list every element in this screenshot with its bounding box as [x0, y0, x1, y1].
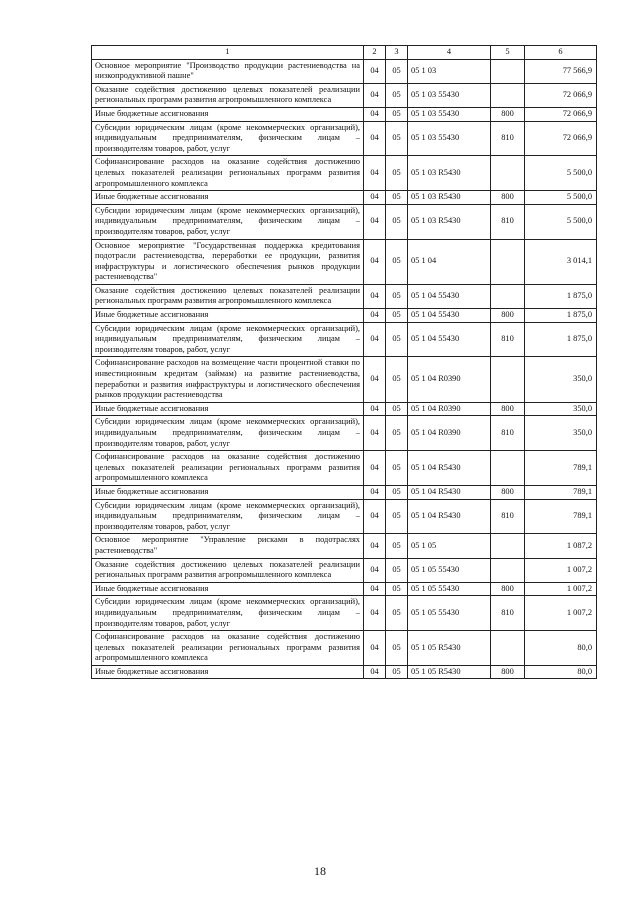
cell-amount: 77 566,9	[525, 59, 597, 83]
table-row	[92, 121, 597, 156]
cell-name: Оказание содействия достижению целевых показателей реализации региональных программ развития агропромышленного комплекса	[92, 83, 364, 107]
cell-expense-type	[491, 357, 525, 402]
cell-expense-type	[491, 631, 525, 666]
cell-name: Основное мероприятие "Управление рисками в подотраслях растениеводства"	[92, 534, 364, 558]
cell-section: 04	[364, 402, 386, 416]
cell-name: Основное мероприятие "Государственная поддержка кредитования подотрасли растениеводства, переработки ее продукции, развития инфраструктуры и логистического обеспечения рынков продукции растениеводства"	[92, 239, 364, 284]
cell-expense-type: 800	[491, 485, 525, 499]
cell-name: Субсидии юридическим лицам (кроме некоммерческих организаций), индивидуальным предпринимателям, физическим лицам – производителям товаров, работ, услуг	[92, 204, 364, 239]
cell-amount: 72 066,9	[525, 107, 597, 121]
column-header: 3	[386, 46, 408, 60]
cell-amount: 350,0	[525, 402, 597, 416]
cell-amount: 1 087,2	[525, 534, 597, 558]
table-row	[92, 107, 597, 121]
cell-amount: 1 007,2	[525, 596, 597, 631]
cell-name: Софинансирование расходов на оказание содействия достижению целевых показателей реализации региональных программ развития агропромышленного комплекса	[92, 156, 364, 191]
table-row	[92, 83, 597, 107]
column-header: 2	[364, 46, 386, 60]
cell-section: 04	[364, 59, 386, 83]
cell-amount: 1 007,2	[525, 558, 597, 582]
cell-name: Иные бюджетные ассигнования	[92, 582, 364, 596]
cell-name: Иные бюджетные ассигнования	[92, 665, 364, 679]
cell-amount: 72 066,9	[525, 83, 597, 107]
cell-target-code: 05 1 03	[408, 59, 491, 83]
cell-subsection: 05	[386, 59, 408, 83]
cell-subsection: 05	[386, 121, 408, 156]
column-header: 4	[408, 46, 491, 60]
cell-expense-type: 810	[491, 499, 525, 534]
cell-section: 04	[364, 596, 386, 631]
cell-expense-type: 800	[491, 309, 525, 323]
cell-target-code: 05 1 03 R5430	[408, 191, 491, 205]
cell-section: 04	[364, 322, 386, 357]
cell-subsection: 05	[386, 107, 408, 121]
table-row	[92, 451, 597, 486]
cell-target-code: 05 1 05	[408, 534, 491, 558]
cell-target-code: 05 1 05 R5430	[408, 631, 491, 666]
cell-amount: 350,0	[525, 357, 597, 402]
cell-amount: 80,0	[525, 631, 597, 666]
cell-name: Иные бюджетные ассигнования	[92, 107, 364, 121]
table-row	[92, 191, 597, 205]
cell-section: 04	[364, 156, 386, 191]
cell-name: Иные бюджетные ассигнования	[92, 485, 364, 499]
cell-expense-type: 810	[491, 121, 525, 156]
cell-subsection: 05	[386, 284, 408, 308]
cell-subsection: 05	[386, 204, 408, 239]
table-row	[92, 239, 597, 284]
cell-expense-type: 800	[491, 402, 525, 416]
cell-name: Софинансирование расходов на оказание содействия достижению целевых показателей реализации региональных программ развития агропромышленного комплекса	[92, 451, 364, 486]
table-row	[92, 322, 597, 357]
cell-subsection: 05	[386, 665, 408, 679]
table-row	[92, 582, 597, 596]
cell-expense-type	[491, 534, 525, 558]
cell-name: Субсидии юридическим лицам (кроме некоммерческих организаций), индивидуальным предпринимателям, физическим лицам – производителям товаров, работ, услуг	[92, 596, 364, 631]
cell-name: Основное мероприятие "Производство продукции растениеводства на низкопродуктивной пашне"	[92, 59, 364, 83]
cell-subsection: 05	[386, 239, 408, 284]
cell-subsection: 05	[386, 451, 408, 486]
table-row	[92, 402, 597, 416]
cell-name: Субсидии юридическим лицам (кроме некоммерческих организаций), индивидуальным предпринимателям, физическим лицам – производителям товаров, работ, услуг	[92, 499, 364, 534]
cell-target-code: 05 1 04 R0390	[408, 357, 491, 402]
cell-target-code: 05 1 04 R5430	[408, 485, 491, 499]
table-header-row	[92, 46, 597, 60]
cell-name: Иные бюджетные ассигнования	[92, 309, 364, 323]
cell-name: Субсидии юридическим лицам (кроме некоммерческих организаций), индивидуальным предпринимателям, физическим лицам – производителям товаров, работ, услуг	[92, 121, 364, 156]
column-header: 6	[525, 46, 597, 60]
cell-target-code: 05 1 03 55430	[408, 107, 491, 121]
table-row	[92, 534, 597, 558]
cell-amount: 1 875,0	[525, 284, 597, 308]
cell-amount: 789,1	[525, 485, 597, 499]
cell-expense-type: 810	[491, 596, 525, 631]
column-header: 1	[92, 46, 364, 60]
cell-name: Субсидии юридическим лицам (кроме некоммерческих организаций), индивидуальным предпринимателям, физическим лицам – производителям товаров, работ, услуг	[92, 416, 364, 451]
table-row	[92, 357, 597, 402]
cell-section: 04	[364, 485, 386, 499]
cell-amount: 350,0	[525, 416, 597, 451]
cell-target-code: 05 1 03 55430	[408, 121, 491, 156]
cell-amount: 72 066,9	[525, 121, 597, 156]
cell-expense-type: 810	[491, 322, 525, 357]
cell-section: 04	[364, 558, 386, 582]
cell-subsection: 05	[386, 191, 408, 205]
cell-name: Оказание содействия достижению целевых показателей реализации региональных программ развития агропромышленного комплекса	[92, 558, 364, 582]
cell-subsection: 05	[386, 485, 408, 499]
cell-subsection: 05	[386, 322, 408, 357]
cell-target-code: 05 1 04 R5430	[408, 499, 491, 534]
cell-subsection: 05	[386, 156, 408, 191]
cell-amount: 789,1	[525, 451, 597, 486]
cell-amount: 80,0	[525, 665, 597, 679]
cell-amount: 789,1	[525, 499, 597, 534]
cell-amount: 5 500,0	[525, 156, 597, 191]
table-row	[92, 156, 597, 191]
cell-section: 04	[364, 451, 386, 486]
cell-expense-type: 800	[491, 665, 525, 679]
cell-expense-type	[491, 156, 525, 191]
cell-section: 04	[364, 582, 386, 596]
cell-target-code: 05 1 05 R5430	[408, 665, 491, 679]
budget-table	[91, 45, 597, 679]
cell-target-code: 05 1 05 55430	[408, 596, 491, 631]
table-row	[92, 309, 597, 323]
cell-expense-type: 800	[491, 191, 525, 205]
cell-subsection: 05	[386, 83, 408, 107]
cell-target-code: 05 1 04 55430	[408, 284, 491, 308]
cell-subsection: 05	[386, 357, 408, 402]
cell-section: 04	[364, 121, 386, 156]
cell-expense-type	[491, 239, 525, 284]
cell-expense-type	[491, 59, 525, 83]
cell-section: 04	[364, 534, 386, 558]
cell-name: Субсидии юридическим лицам (кроме некоммерческих организаций), индивидуальным предпринимателям, физическим лицам – производителям товаров, работ, услуг	[92, 322, 364, 357]
cell-expense-type	[491, 558, 525, 582]
cell-section: 04	[364, 204, 386, 239]
cell-section: 04	[364, 309, 386, 323]
cell-subsection: 05	[386, 582, 408, 596]
cell-subsection: 05	[386, 534, 408, 558]
cell-subsection: 05	[386, 416, 408, 451]
cell-target-code: 05 1 04 55430	[408, 309, 491, 323]
cell-subsection: 05	[386, 402, 408, 416]
cell-target-code: 05 1 04 55430	[408, 322, 491, 357]
table-row	[92, 558, 597, 582]
cell-amount: 5 500,0	[525, 204, 597, 239]
column-header: 5	[491, 46, 525, 60]
table-row	[92, 485, 597, 499]
table-row	[92, 416, 597, 451]
cell-subsection: 05	[386, 596, 408, 631]
cell-target-code: 05 1 05 55430	[408, 558, 491, 582]
cell-target-code: 05 1 04 R0390	[408, 402, 491, 416]
table-row	[92, 204, 597, 239]
table-row	[92, 59, 597, 83]
cell-section: 04	[364, 357, 386, 402]
cell-expense-type	[491, 83, 525, 107]
cell-section: 04	[364, 631, 386, 666]
cell-name: Иные бюджетные ассигнования	[92, 191, 364, 205]
cell-section: 04	[364, 239, 386, 284]
cell-expense-type	[491, 284, 525, 308]
cell-name: Софинансирование расходов на оказание содействия достижению целевых показателей реализации региональных программ развития агропромышленного комплекса	[92, 631, 364, 666]
page-number: 18	[314, 864, 326, 878]
cell-amount: 1 875,0	[525, 309, 597, 323]
cell-name: Оказание содействия достижению целевых показателей реализации региональных программ развития агропромышленного комплекса	[92, 284, 364, 308]
cell-expense-type	[491, 451, 525, 486]
cell-section: 04	[364, 191, 386, 205]
table-row	[92, 631, 597, 666]
cell-target-code: 05 1 05 55430	[408, 582, 491, 596]
table-row	[92, 665, 597, 679]
cell-amount: 5 500,0	[525, 191, 597, 205]
cell-section: 04	[364, 416, 386, 451]
table-row	[92, 499, 597, 534]
cell-amount: 3 014,1	[525, 239, 597, 284]
cell-section: 04	[364, 107, 386, 121]
cell-target-code: 05 1 03 R5430	[408, 204, 491, 239]
cell-section: 04	[364, 83, 386, 107]
cell-subsection: 05	[386, 558, 408, 582]
cell-expense-type: 800	[491, 582, 525, 596]
table-row	[92, 596, 597, 631]
cell-amount: 1 875,0	[525, 322, 597, 357]
cell-expense-type: 810	[491, 416, 525, 451]
cell-subsection: 05	[386, 631, 408, 666]
cell-expense-type: 800	[491, 107, 525, 121]
cell-name: Иные бюджетные ассигнования	[92, 402, 364, 416]
cell-subsection: 05	[386, 499, 408, 534]
cell-subsection: 05	[386, 309, 408, 323]
cell-name: Софинансирование расходов на возмещение части процентной ставки по инвестиционным кредитам (займам) на развитие растениеводства, переработки и развития инфраструктуры и логистического обеспечения рынков продукции растениеводства	[92, 357, 364, 402]
table-row	[92, 284, 597, 308]
cell-target-code: 05 1 04 R0390	[408, 416, 491, 451]
cell-section: 04	[364, 284, 386, 308]
cell-target-code: 05 1 03 R5430	[408, 156, 491, 191]
cell-section: 04	[364, 499, 386, 534]
table-body	[92, 59, 597, 679]
cell-amount: 1 007,2	[525, 582, 597, 596]
cell-expense-type: 810	[491, 204, 525, 239]
cell-target-code: 05 1 04	[408, 239, 491, 284]
cell-section: 04	[364, 665, 386, 679]
cell-target-code: 05 1 03 55430	[408, 83, 491, 107]
cell-target-code: 05 1 04 R5430	[408, 451, 491, 486]
